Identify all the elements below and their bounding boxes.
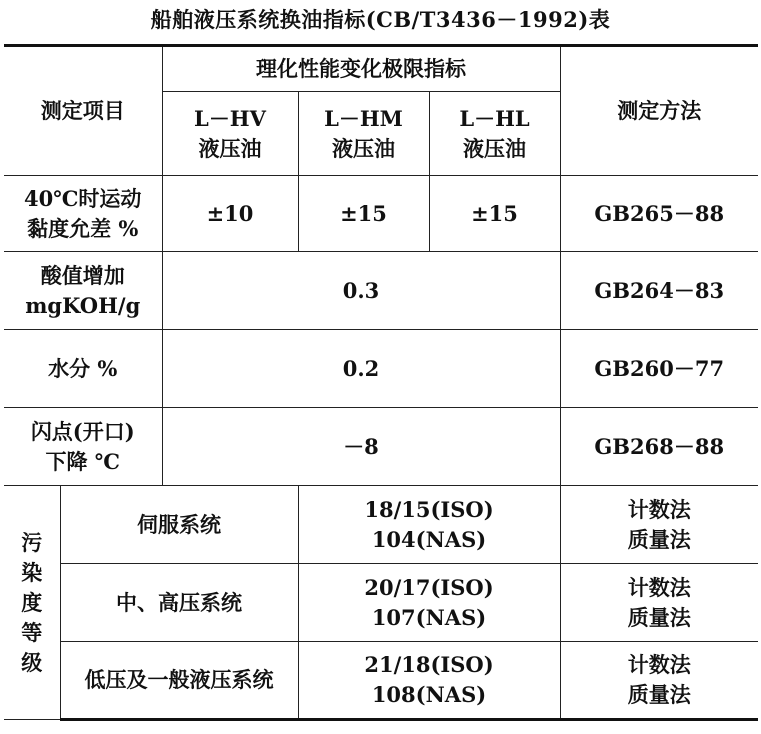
header-limits: 理化性能变化极限指标 [256, 56, 466, 81]
pollution-nas-1: 104(NAS) [371, 526, 487, 552]
pollution-method-3a: 计数法 [627, 652, 691, 677]
oil-hv-code: L－HV [194, 105, 266, 131]
header-oil-hv [162, 92, 298, 176]
pollution-row-3 [4, 642, 758, 720]
viscosity-item-line1: 40℃时运动 [24, 185, 142, 211]
oil-hv-type: 液压油 [198, 135, 262, 161]
pollution-nas-3: 108(NAS) [371, 682, 487, 707]
water-item: 水分 % [4, 330, 162, 408]
flash-method: GB268－88 [560, 408, 758, 486]
pollution-method-3b: 质量法 [627, 682, 691, 707]
header-row-1 [4, 46, 758, 92]
pollution-method-2a: 计数法 [627, 574, 691, 600]
viscosity-hl: ±15 [429, 176, 560, 252]
pollution-nas-2: 107(NAS) [371, 604, 487, 630]
viscosity-item-line2: 黏度允差 % [27, 215, 139, 241]
pollution-label-cell [4, 486, 60, 720]
pollution-method-2 [560, 564, 758, 642]
header-method-cell [560, 46, 758, 176]
flash-value: －8 [162, 408, 560, 486]
table-title: 船舶液压系统换油指标(CB/T3436－1992)表 [150, 7, 611, 32]
pollution-system-2: 中、高压系统 [60, 564, 298, 642]
water-value: 0.2 [162, 330, 560, 408]
pollution-iso-2: 20/17(ISO) [364, 574, 494, 600]
oil-hm-type: 液压油 [332, 135, 395, 161]
viscosity-hm: ±15 [298, 176, 429, 252]
pollution-method-1b: 质量法 [627, 526, 691, 552]
pollution-system-3: 低压及一般液压系统 [60, 642, 298, 720]
water-row [4, 330, 758, 408]
pollution-method-1 [560, 486, 758, 564]
flash-item-line2: 下降 ℃ [45, 448, 120, 474]
pollution-row-1 [4, 486, 758, 564]
flash-item-line1: 闪点(开口) [30, 418, 135, 444]
pollution-label: 污染度等级 [21, 529, 43, 675]
flash-row [4, 408, 758, 486]
acid-value: 0.3 [162, 252, 560, 330]
pollution-system-1: 伺服系统 [60, 486, 298, 564]
header-limits-cell [162, 46, 560, 92]
pollution-row-2 [4, 564, 758, 642]
acid-item-line1: 酸值增加 [40, 262, 125, 288]
flash-item-cell [4, 408, 162, 486]
pollution-iso-3: 21/18(ISO) [364, 652, 494, 677]
acid-method: GB264－83 [560, 252, 758, 330]
header-item-cell [4, 46, 162, 176]
header-item: 测定项目 [40, 98, 125, 123]
viscosity-hv: ±10 [162, 176, 298, 252]
pollution-grade-1 [298, 486, 560, 564]
pollution-grade-2 [298, 564, 560, 642]
pollution-grade-3 [298, 642, 560, 720]
header-oil-hl [429, 92, 560, 176]
oil-hl-code: L－HL [459, 105, 530, 131]
water-method: GB260－77 [560, 330, 758, 408]
pollution-method-2b: 质量法 [627, 604, 691, 630]
oil-change-index-table [4, 44, 758, 721]
viscosity-method: GB265－88 [560, 176, 758, 252]
pollution-method-3 [560, 642, 758, 720]
acid-item-cell [4, 252, 162, 330]
viscosity-row [4, 176, 758, 252]
viscosity-item-cell [4, 176, 162, 252]
acid-row [4, 252, 758, 330]
pollution-method-1a: 计数法 [627, 496, 691, 522]
header-method: 测定方法 [617, 98, 702, 123]
header-oil-hm [298, 92, 429, 176]
acid-item-line2: mgKOH/g [25, 292, 141, 318]
oil-hl-type: 液压油 [463, 135, 526, 161]
pollution-iso-1: 18/15(ISO) [364, 496, 494, 522]
oil-hm-code: L－HM [324, 105, 403, 131]
